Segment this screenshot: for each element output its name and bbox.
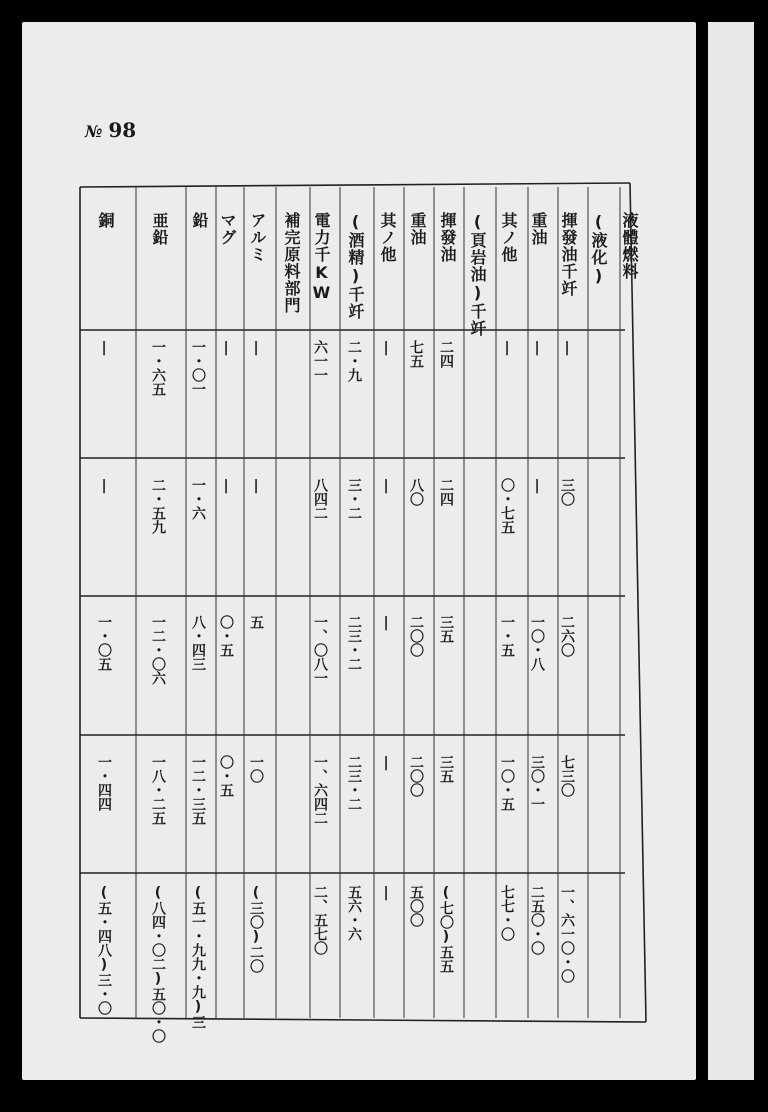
table-cell: 一・六 xyxy=(190,478,206,520)
table-cell: 一二・〇六 xyxy=(150,615,166,685)
row-header: (酒精)千竏 xyxy=(346,212,365,320)
table-cell: 一・〇五 xyxy=(96,615,112,671)
table-cell: 三・二 xyxy=(346,478,362,520)
table-cell: 二・五九 xyxy=(150,478,166,534)
table-cell: 一、〇八一 xyxy=(312,615,328,685)
table-cell: 一・六五 xyxy=(150,340,166,396)
table-cell: (五一・九九・九)三 xyxy=(190,885,206,1029)
table-cell: 一・四四 xyxy=(96,755,112,811)
row-header: 補完原料部門 xyxy=(282,212,301,314)
table-cell: 〇・五 xyxy=(218,615,234,657)
table-cell: | xyxy=(96,340,112,356)
table-cell: | xyxy=(378,885,394,901)
table-cell: 八・四三 xyxy=(190,615,206,671)
table-cell: | xyxy=(96,478,112,494)
table-cell: | xyxy=(248,478,264,494)
row-header: 揮發油千竏 xyxy=(559,212,578,297)
table-cell: 二〇〇 xyxy=(408,755,424,797)
table-cell: 一、六四二 xyxy=(312,755,328,825)
table-cell: 二四 xyxy=(438,478,454,506)
table-cell: 二五〇・〇 xyxy=(529,885,545,955)
row-header: 其ノ他 xyxy=(499,212,518,263)
table-cell: 二三・二 xyxy=(346,615,362,671)
row-header: 其ノ他 xyxy=(378,212,397,263)
table-cell: | xyxy=(499,340,515,356)
row-header: アルミ xyxy=(248,212,267,263)
table-cell: 一〇 xyxy=(248,755,264,783)
row-header: 重油 xyxy=(529,212,548,246)
table-cell: 二四 xyxy=(438,340,454,368)
table-cell: 五 xyxy=(248,615,264,629)
table-cell: 一二・三五 xyxy=(190,755,206,825)
row-header: 電力千KW xyxy=(312,212,331,303)
table-cell: 二〇〇 xyxy=(408,615,424,657)
table-cell: 二、五七〇 xyxy=(312,885,328,955)
table-cell: 一〇・五 xyxy=(499,755,515,811)
table-cell: | xyxy=(378,755,394,771)
table-cell: 〇・五 xyxy=(218,755,234,797)
row-header: (液化) xyxy=(589,212,608,286)
table-cell: | xyxy=(248,340,264,356)
row-header: 揮發油 xyxy=(438,212,457,263)
row-header: 銅 xyxy=(96,212,115,229)
table-cell: 二三・二 xyxy=(346,755,362,811)
table-cell: (七〇)五五 xyxy=(438,885,454,973)
row-header: 重油 xyxy=(408,212,427,246)
row-header: 鉛 xyxy=(190,212,209,229)
table-cell: 一・五 xyxy=(499,615,515,657)
table-cell: | xyxy=(218,340,234,356)
table-cell: 七五 xyxy=(408,340,424,368)
table-cell: | xyxy=(218,478,234,494)
table-cell: 八四二 xyxy=(312,478,328,520)
page-number-label: № xyxy=(85,122,103,141)
table-cell: 七三〇 xyxy=(559,755,575,797)
row-header: マグ xyxy=(218,212,237,246)
table-cell: 二・九 xyxy=(346,340,362,382)
row-header: 液體燃料 xyxy=(620,212,639,280)
table-cell: 八〇 xyxy=(408,478,424,506)
table-cell: 一八・二五 xyxy=(150,755,166,825)
table-cell: | xyxy=(529,340,545,356)
table-cell: 三五 xyxy=(438,755,454,783)
table-cell: 一〇・八 xyxy=(529,615,545,671)
table-cell: 三〇・一 xyxy=(529,755,545,811)
table-cell: 三〇 xyxy=(559,478,575,506)
table-cell: 〇・七五 xyxy=(499,478,515,534)
table-cell: 二六〇 xyxy=(559,615,575,657)
page-number-value: 98 xyxy=(108,118,137,142)
table-cell: | xyxy=(529,478,545,494)
table-cell: 一・〇一 xyxy=(190,340,206,396)
table-cell: | xyxy=(378,478,394,494)
table-cell: | xyxy=(559,340,575,356)
table-cell: (五・四八)三・〇 xyxy=(96,885,112,1015)
table-cell: (三〇)二〇 xyxy=(248,885,264,973)
table-cell: | xyxy=(378,615,394,631)
table-cell: 七七・〇 xyxy=(499,885,515,941)
table-cell: | xyxy=(378,340,394,356)
table-cell: 六一一 xyxy=(312,340,328,382)
table-cell: 三五 xyxy=(438,615,454,643)
table-cell: 一、六一〇・〇 xyxy=(559,885,575,983)
table-cell: 五〇〇 xyxy=(408,885,424,927)
row-header: 亜鉛 xyxy=(150,212,169,246)
row-header: (頁岩油)千竏 xyxy=(468,212,487,337)
table-cell: (八四・〇二)五〇・〇 xyxy=(150,885,166,1043)
table-cell: 五六・六 xyxy=(346,885,362,941)
